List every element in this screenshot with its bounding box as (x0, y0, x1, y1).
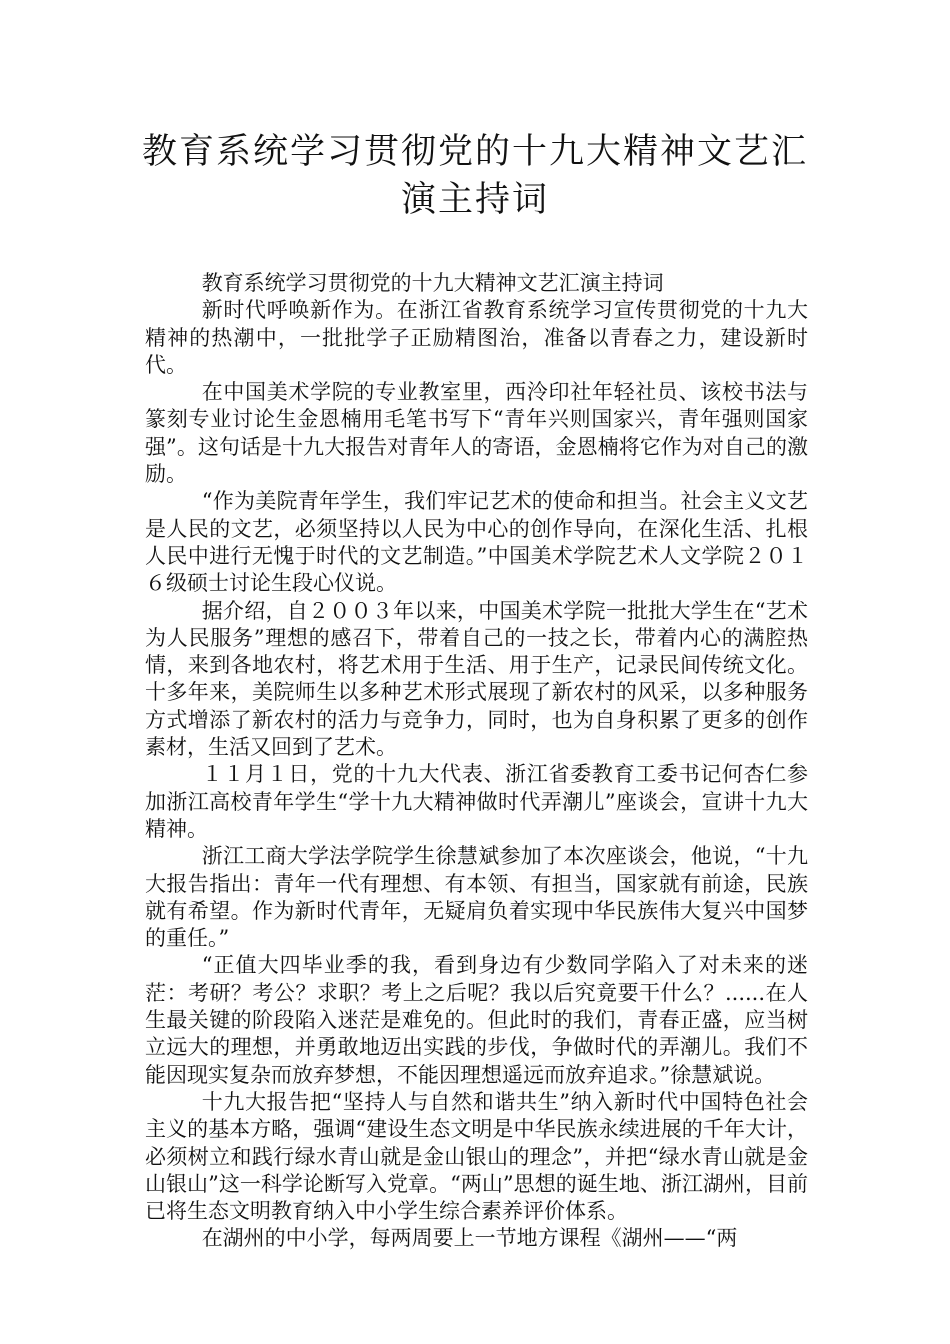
paragraph: 新时代呼唤新作为。在浙江省教育系统学习宣传贯彻党的十九大精神的热潮中，一批批学子正励精图治，准备以青春之力，建设新时代。 (145, 298, 808, 377)
title-line-1: 教育系统学习贯彻党的十九大精神文艺汇 (141, 132, 808, 172)
paragraph: 浙江工商大学法学院学生徐慧斌参加了本次座谈会，他说，“十九大报告指出：青年一代有理想、有本领、有担当，国家就有前途，民族就有希望。作为新时代青年，无疑肩负着实现中华民族伟大复兴中国梦的重任。” (145, 844, 808, 951)
paragraph: １１月１日，党的十九大代表、浙江省委教育工委书记何杏仁参加浙江高校青年学生“学十九大精神做时代弄潮儿”座谈会，宣讲十九大精神。 (145, 762, 808, 841)
title-line-2: 演主持词 (400, 180, 549, 220)
document-body (145, 270, 808, 1253)
paragraph: 十九大报告把“坚持人与自然和谐共生”纳入新时代中国特色社会主义的基本方略，强调“建设生态文明是中华民族永续进展的千年大计，必须树立和践行绿水青山就是金山银山的理念”，并把“绿水青山就是金山银山”这一科学论断写入党章。“两山”思想的诞生地、浙江湖州，目前已将生态文明教育纳入中小学生综合素养评价体系。 (145, 1089, 808, 1224)
document-title (120, 128, 830, 224)
paragraph: 据介绍，自２００３年以来，中国美术学院一批批大学生在“艺术为人民服务”理想的感召下，带着自己的一技之长，带着内心的满腔热情，来到各地农村，将艺术用于生活、用于生产，记录民间传统文化。十多年来，美院师生以多种艺术形式展现了新农村的风采，以多种服务方式增添了新农村的活力与竞争力，同时，也为自身积累了更多的创作素材，生活又回到了艺术。 (145, 598, 808, 760)
paragraph: “作为美院青年学生，我们牢记艺术的使命和担当。社会主义文艺是人民的文艺，必须坚持以人民为中心的创作导向，在深化生活、扎根人民中进行无愧于时代的文艺制造。”中国美术学院艺术人文学院２０１６级硕士讨论生段心仪说。 (145, 489, 808, 596)
paragraph-subtitle: 教育系统学习贯彻党的十九大精神文艺汇演主持词 (201, 271, 664, 295)
paragraph: 在湖州的中小学，每两周要上一节地方课程《湖州——“两 (201, 1226, 738, 1251)
paragraph: 在中国美术学院的专业教室里，西泠印社年轻社员、该校书法与篆刻专业讨论生金恩楠用毛笔书写下“青年兴则国家兴，青年强则国家强”。这句话是十九大报告对青年人的寄语，金恩楠将它作为对自己的激励。 (145, 380, 808, 487)
paragraph: “正值大四毕业季的我，看到身边有少数同学陷入了对未来的迷茫：考研？考公？求职？考上之后呢？我以后究竟要干什么？......在人生最关键的阶段陷入迷茫是难免的。但此时的我们，青春正盛，应当树立远大的理想，并勇敢地迈出实践的步伐，争做时代的弄潮儿。我们不能因现实复杂而放弃梦想，不能因理想遥远而放弃追求。”徐慧斌说。 (145, 953, 808, 1087)
